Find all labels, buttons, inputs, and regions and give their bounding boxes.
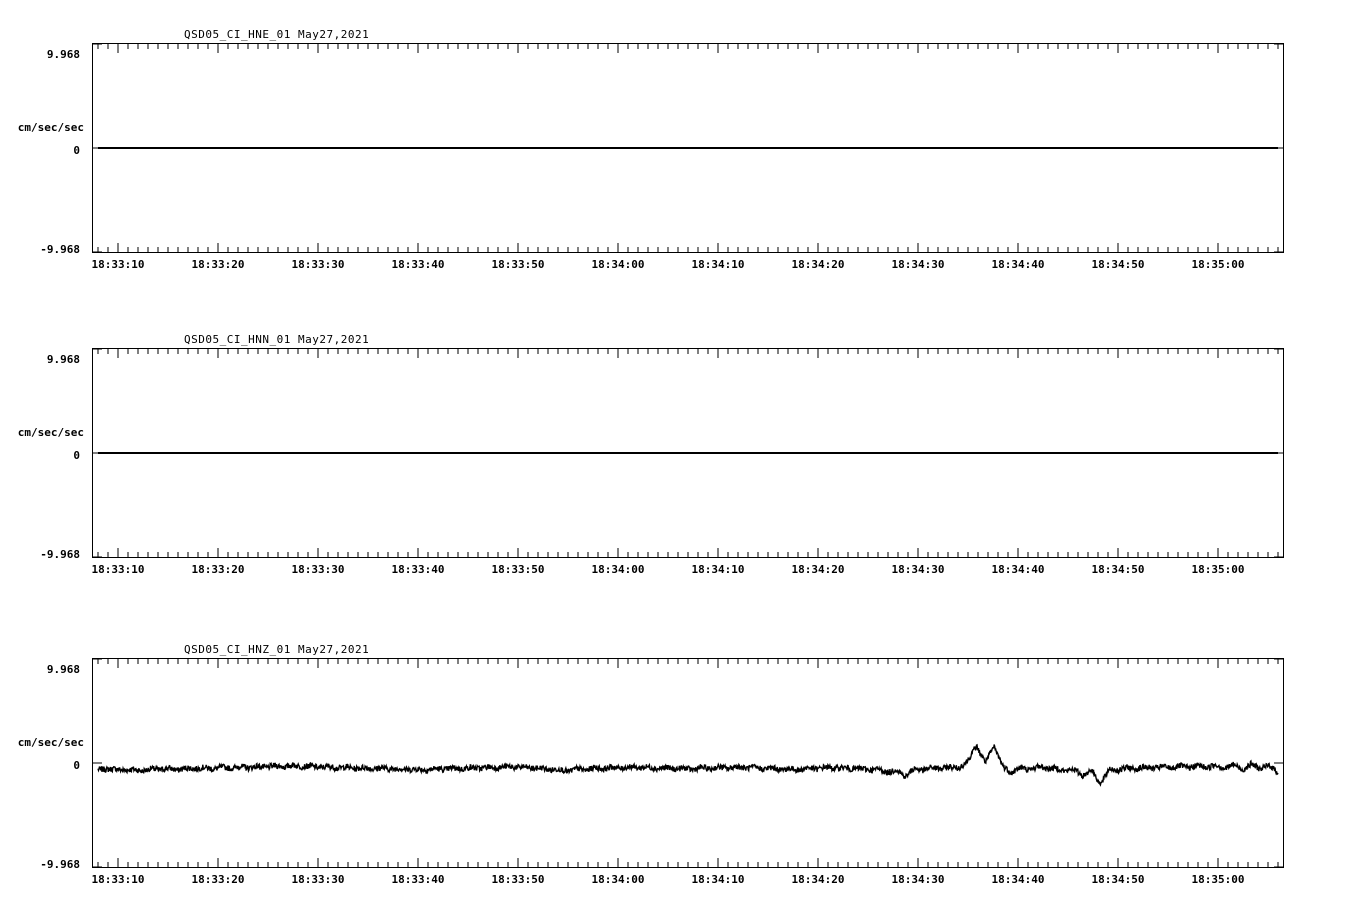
x-tick-label: 18:33:40 [391, 873, 445, 886]
x-axis-tick-labels-hnz [92, 873, 1284, 891]
x-tick-label: 18:35:00 [1191, 873, 1245, 886]
x-tick-label: 18:33:20 [191, 258, 245, 271]
y-axis-max-label-hnn: 9.968 [46, 353, 80, 366]
x-tick-label: 18:35:00 [1191, 258, 1245, 271]
waveform-trace-hnn [93, 349, 1283, 557]
x-tick-label: 18:33:50 [491, 563, 545, 576]
y-axis-unit-label-hne: cm/sec/sec [17, 121, 84, 134]
panel-title-hne: QSD05_CI_HNE_01 May27,2021 [184, 28, 370, 41]
plot-area-hnz [92, 658, 1284, 868]
x-tick-label: 18:33:50 [491, 258, 545, 271]
x-tick-label: 18:34:30 [891, 563, 945, 576]
x-tick-label: 18:34:40 [991, 873, 1045, 886]
x-tick-label: 18:33:20 [191, 563, 245, 576]
x-tick-label: 18:34:20 [791, 873, 845, 886]
x-tick-label: 18:33:30 [291, 258, 345, 271]
x-tick-label: 18:34:00 [591, 563, 645, 576]
x-tick-label: 18:34:10 [691, 563, 745, 576]
x-tick-label: 18:34:50 [1091, 873, 1145, 886]
x-tick-label: 18:33:40 [391, 563, 445, 576]
x-tick-label: 18:33:30 [291, 563, 345, 576]
y-axis-zero-label-hnz: 0 [73, 759, 80, 772]
chart-panel-hnn [0, 305, 1358, 595]
waveform-trace-hne [93, 44, 1283, 252]
x-tick-label: 18:34:40 [991, 563, 1045, 576]
y-axis-unit-label-hnn: cm/sec/sec [17, 426, 84, 439]
waveform-trace-hnz [93, 659, 1283, 867]
chart-panel-hne [0, 0, 1358, 290]
y-axis-zero-label-hnn: 0 [73, 449, 80, 462]
x-tick-label: 18:34:40 [991, 258, 1045, 271]
x-tick-label: 18:34:00 [591, 258, 645, 271]
x-tick-label: 18:33:20 [191, 873, 245, 886]
x-tick-label: 18:33:10 [91, 563, 145, 576]
x-tick-label: 18:34:20 [791, 258, 845, 271]
x-tick-label: 18:33:50 [491, 873, 545, 886]
x-tick-label: 18:35:00 [1191, 563, 1245, 576]
chart-panel-hnz [0, 615, 1358, 905]
x-tick-label: 18:34:50 [1091, 563, 1145, 576]
x-tick-label: 18:34:30 [891, 873, 945, 886]
x-tick-label: 18:33:30 [291, 873, 345, 886]
x-tick-label: 18:33:10 [91, 258, 145, 271]
y-axis-max-label-hne: 9.968 [46, 48, 80, 61]
panel-title-hnn: QSD05_CI_HNN_01 May27,2021 [184, 333, 370, 346]
panel-title-hnz: QSD05_CI_HNZ_01 May27,2021 [184, 643, 370, 656]
plot-area-hne [92, 43, 1284, 253]
x-tick-label: 18:34:10 [691, 258, 745, 271]
x-tick-label: 18:34:50 [1091, 258, 1145, 271]
x-tick-label: 18:33:40 [391, 258, 445, 271]
x-axis-tick-labels-hnn [92, 563, 1284, 581]
x-tick-label: 18:33:10 [91, 873, 145, 886]
y-axis-min-label-hnn: -9.968 [40, 548, 80, 561]
x-tick-label: 18:34:10 [691, 873, 745, 886]
plot-area-hnn [92, 348, 1284, 558]
y-axis-max-label-hnz: 9.968 [46, 663, 80, 676]
y-axis-min-label-hnz: -9.968 [40, 858, 80, 871]
y-axis-min-label-hne: -9.968 [40, 243, 80, 256]
y-axis-unit-label-hnz: cm/sec/sec [17, 736, 84, 749]
x-tick-label: 18:34:20 [791, 563, 845, 576]
x-axis-tick-labels-hne [92, 258, 1284, 276]
x-tick-label: 18:34:30 [891, 258, 945, 271]
y-axis-zero-label-hne: 0 [73, 144, 80, 157]
x-tick-label: 18:34:00 [591, 873, 645, 886]
